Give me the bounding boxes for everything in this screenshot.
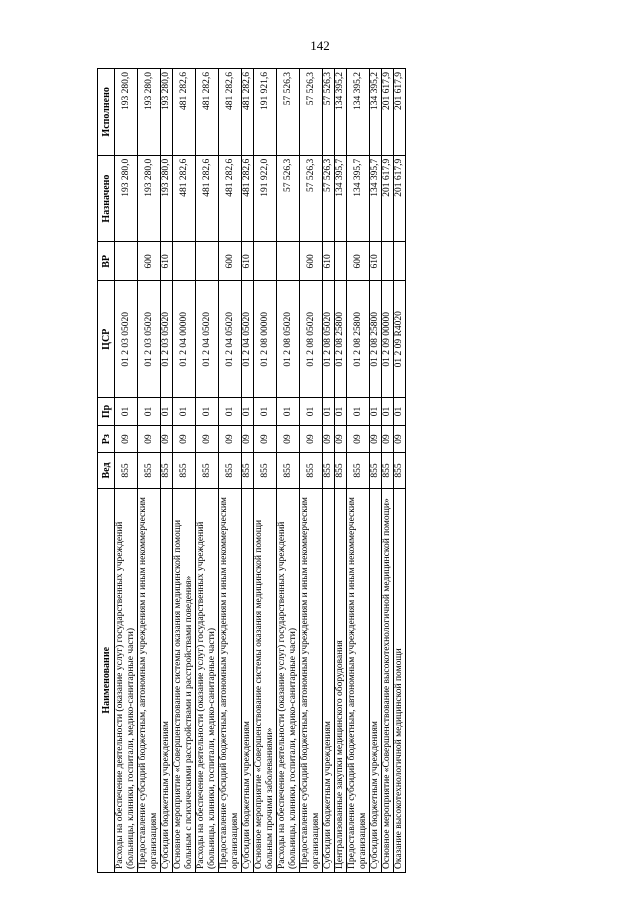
cell-vr: 610 bbox=[323, 242, 335, 281]
table-row bbox=[370, 69, 382, 873]
cell-assigned: 57 526,3 bbox=[300, 155, 323, 242]
cell-rz: 09 bbox=[115, 425, 138, 453]
cell-csr: 01 2 04 05020 bbox=[219, 281, 242, 398]
cell-csr: 01 2 08 05020 bbox=[277, 281, 300, 398]
cell-rz: 09 bbox=[394, 425, 406, 453]
cell-executed: 57 526,3 bbox=[323, 69, 335, 156]
cell-name: Расходы на обеспечение деятельности (оказание услуг) государственных учреждений (больницы, клиники, госпитали, медико-санитарные части) bbox=[196, 488, 219, 872]
cell-vr bbox=[173, 242, 196, 281]
table-body bbox=[115, 69, 406, 873]
cell-ved: 855 bbox=[242, 453, 254, 488]
cell-rz: 09 bbox=[323, 425, 335, 453]
cell-name: Субсидии бюджетным учреждениям bbox=[242, 488, 254, 872]
cell-csr: 01 2 08 00000 bbox=[254, 281, 277, 398]
table-row bbox=[335, 69, 347, 873]
cell-csr: 01 2 08 25800 bbox=[347, 281, 370, 398]
cell-assigned: 193 280,0 bbox=[138, 155, 161, 242]
cell-executed: 193 280,0 bbox=[115, 69, 138, 156]
table-header-row bbox=[98, 69, 115, 873]
cell-executed: 481 282,6 bbox=[242, 69, 254, 156]
cell-assigned: 134 395,7 bbox=[370, 155, 382, 242]
cell-pr: 01 bbox=[138, 398, 161, 426]
cell-vr bbox=[335, 242, 347, 281]
cell-assigned: 193 280,0 bbox=[161, 155, 173, 242]
cell-rz: 09 bbox=[173, 425, 196, 453]
cell-pr: 01 bbox=[219, 398, 242, 426]
cell-executed: 193 280,0 bbox=[161, 69, 173, 156]
cell-csr: 01 2 08 25800 bbox=[370, 281, 382, 398]
cell-name: Субсидии бюджетным учреждениям bbox=[161, 488, 173, 872]
cell-rz: 09 bbox=[219, 425, 242, 453]
cell-csr: 01 2 03 05020 bbox=[161, 281, 173, 398]
table-row bbox=[219, 69, 242, 873]
cell-ved: 855 bbox=[138, 453, 161, 488]
header-name: Наименование bbox=[98, 488, 115, 872]
cell-executed: 193 280,0 bbox=[138, 69, 161, 156]
cell-csr: 01 2 09 R4020 bbox=[394, 281, 406, 398]
cell-rz: 09 bbox=[196, 425, 219, 453]
cell-rz: 09 bbox=[300, 425, 323, 453]
cell-executed: 481 282,6 bbox=[196, 69, 219, 156]
header-executed: Исполнено bbox=[98, 69, 115, 156]
cell-pr: 01 bbox=[173, 398, 196, 426]
cell-assigned: 481 282,6 bbox=[219, 155, 242, 242]
cell-name: Оказание высокотехнологичной медицинской помощи bbox=[394, 488, 406, 872]
cell-pr: 01 bbox=[254, 398, 277, 426]
cell-assigned: 134 395,7 bbox=[335, 155, 347, 242]
cell-name: Предоставление субсидий бюджетным, автономным учреждениям и иным некоммерческим организациям bbox=[138, 488, 161, 872]
cell-rz: 09 bbox=[138, 425, 161, 453]
cell-vr: 610 bbox=[370, 242, 382, 281]
table-row bbox=[323, 69, 335, 873]
cell-pr: 01 bbox=[242, 398, 254, 426]
cell-executed: 57 526,3 bbox=[300, 69, 323, 156]
cell-rz: 09 bbox=[382, 425, 394, 453]
table-row bbox=[138, 69, 161, 873]
cell-pr: 01 bbox=[161, 398, 173, 426]
cell-csr: 01 2 03 05020 bbox=[138, 281, 161, 398]
cell-vr: 600 bbox=[347, 242, 370, 281]
cell-rz: 09 bbox=[277, 425, 300, 453]
cell-csr: 01 2 08 25800 bbox=[335, 281, 347, 398]
cell-executed: 191 921,6 bbox=[254, 69, 277, 156]
table-row bbox=[173, 69, 196, 873]
header-rz: Рз bbox=[98, 425, 115, 453]
cell-csr: 01 2 08 05020 bbox=[323, 281, 335, 398]
cell-assigned: 193 280,0 bbox=[115, 155, 138, 242]
cell-pr: 01 bbox=[300, 398, 323, 426]
cell-rz: 09 bbox=[242, 425, 254, 453]
cell-name: Основное мероприятие «Совершенствование системы оказания медицинской помощи больным прочими заболеваниями» bbox=[254, 488, 277, 872]
table-row bbox=[254, 69, 277, 873]
cell-name: Предоставление субсидий бюджетным, автономным учреждениям и иным некоммерческим организациям bbox=[347, 488, 370, 872]
cell-ved: 855 bbox=[323, 453, 335, 488]
table-row bbox=[196, 69, 219, 873]
cell-name: Расходы на обеспечение деятельности (оказание услуг) государственных учреждений (больницы, клиники, госпитали, медико-санитарные части) bbox=[115, 488, 138, 872]
budget-table bbox=[97, 68, 406, 873]
cell-assigned: 481 282,6 bbox=[196, 155, 219, 242]
cell-rz: 09 bbox=[335, 425, 347, 453]
cell-pr: 01 bbox=[394, 398, 406, 426]
table-row bbox=[300, 69, 323, 873]
cell-pr: 01 bbox=[335, 398, 347, 426]
cell-vr: 600 bbox=[300, 242, 323, 281]
cell-name: Основное мероприятие «Совершенствование высокотехнологичной медицинской помощи» bbox=[382, 488, 394, 872]
cell-pr: 01 bbox=[347, 398, 370, 426]
cell-executed: 481 282,6 bbox=[219, 69, 242, 156]
cell-pr: 01 bbox=[382, 398, 394, 426]
cell-vr bbox=[115, 242, 138, 281]
cell-assigned: 57 526,3 bbox=[277, 155, 300, 242]
cell-vr: 600 bbox=[219, 242, 242, 281]
cell-vr bbox=[394, 242, 406, 281]
table-row bbox=[277, 69, 300, 873]
cell-executed: 57 526,3 bbox=[277, 69, 300, 156]
header-vr: ВР bbox=[98, 242, 115, 281]
cell-ved: 855 bbox=[394, 453, 406, 488]
cell-pr: 01 bbox=[323, 398, 335, 426]
cell-ved: 855 bbox=[173, 453, 196, 488]
cell-rz: 09 bbox=[370, 425, 382, 453]
cell-pr: 01 bbox=[196, 398, 219, 426]
header-assigned: Назначено bbox=[98, 155, 115, 242]
table-row bbox=[347, 69, 370, 873]
header-ved: Вед bbox=[98, 453, 115, 488]
cell-ved: 855 bbox=[161, 453, 173, 488]
cell-name: Предоставление субсидий бюджетным, автономным учреждениям и иным некоммерческим организациям bbox=[219, 488, 242, 872]
cell-pr: 01 bbox=[370, 398, 382, 426]
header-pr: Пр bbox=[98, 398, 115, 426]
cell-csr: 01 2 04 05020 bbox=[196, 281, 219, 398]
table-row bbox=[242, 69, 254, 873]
cell-name: Расходы на обеспечение деятельности (оказание услуг) государственных учреждений (больницы, клиники, госпитали, медико-санитарные части) bbox=[277, 488, 300, 872]
cell-executed: 201 617,9 bbox=[382, 69, 394, 156]
cell-rz: 09 bbox=[254, 425, 277, 453]
header-csr: ЦСР bbox=[98, 281, 115, 398]
cell-assigned: 481 282,6 bbox=[242, 155, 254, 242]
cell-vr bbox=[254, 242, 277, 281]
table-row bbox=[382, 69, 394, 873]
cell-rz: 09 bbox=[347, 425, 370, 453]
cell-ved: 855 bbox=[277, 453, 300, 488]
cell-executed: 134 395,2 bbox=[370, 69, 382, 156]
table-row bbox=[394, 69, 406, 873]
cell-rz: 09 bbox=[161, 425, 173, 453]
cell-csr: 01 2 04 00000 bbox=[173, 281, 196, 398]
cell-csr: 01 2 03 05020 bbox=[115, 281, 138, 398]
cell-csr: 01 2 04 05020 bbox=[242, 281, 254, 398]
cell-name: Субсидии бюджетным учреждениям bbox=[370, 488, 382, 872]
cell-vr bbox=[196, 242, 219, 281]
cell-executed: 134 395,2 bbox=[335, 69, 347, 156]
cell-name: Субсидии бюджетным учреждениям bbox=[323, 488, 335, 872]
cell-executed: 134 395,2 bbox=[347, 69, 370, 156]
cell-assigned: 201 617,9 bbox=[382, 155, 394, 242]
cell-executed: 481 282,6 bbox=[173, 69, 196, 156]
cell-vr bbox=[382, 242, 394, 281]
cell-ved: 855 bbox=[382, 453, 394, 488]
cell-ved: 855 bbox=[219, 453, 242, 488]
cell-ved: 855 bbox=[254, 453, 277, 488]
cell-assigned: 201 617,9 bbox=[394, 155, 406, 242]
cell-assigned: 57 526,3 bbox=[323, 155, 335, 242]
cell-ved: 855 bbox=[115, 453, 138, 488]
cell-vr bbox=[277, 242, 300, 281]
cell-ved: 855 bbox=[300, 453, 323, 488]
cell-assigned: 134 395,7 bbox=[347, 155, 370, 242]
page-number: 142 bbox=[310, 38, 330, 53]
cell-vr: 610 bbox=[242, 242, 254, 281]
cell-name: Предоставление субсидий бюджетным, автономным учреждениям и иным некоммерческим организациям bbox=[300, 488, 323, 872]
cell-executed: 201 617,9 bbox=[394, 69, 406, 156]
table-row bbox=[161, 69, 173, 873]
table-row bbox=[115, 69, 138, 873]
cell-name: Централизованные закупки медицинского оборудования bbox=[335, 488, 347, 872]
cell-vr: 610 bbox=[161, 242, 173, 281]
cell-csr: 01 2 09 00000 bbox=[382, 281, 394, 398]
cell-assigned: 191 922,0 bbox=[254, 155, 277, 242]
cell-name: Основное мероприятие «Совершенствование системы оказания медицинской помощи больным с психическими расстройствами и расстройствами поведения» bbox=[173, 488, 196, 872]
cell-ved: 855 bbox=[347, 453, 370, 488]
cell-pr: 01 bbox=[115, 398, 138, 426]
cell-assigned: 481 282,6 bbox=[173, 155, 196, 242]
cell-pr: 01 bbox=[277, 398, 300, 426]
cell-ved: 855 bbox=[370, 453, 382, 488]
cell-ved: 855 bbox=[196, 453, 219, 488]
cell-vr: 600 bbox=[138, 242, 161, 281]
cell-ved: 855 bbox=[335, 453, 347, 488]
budget-table-container bbox=[97, 68, 541, 873]
cell-csr: 01 2 08 05020 bbox=[300, 281, 323, 398]
